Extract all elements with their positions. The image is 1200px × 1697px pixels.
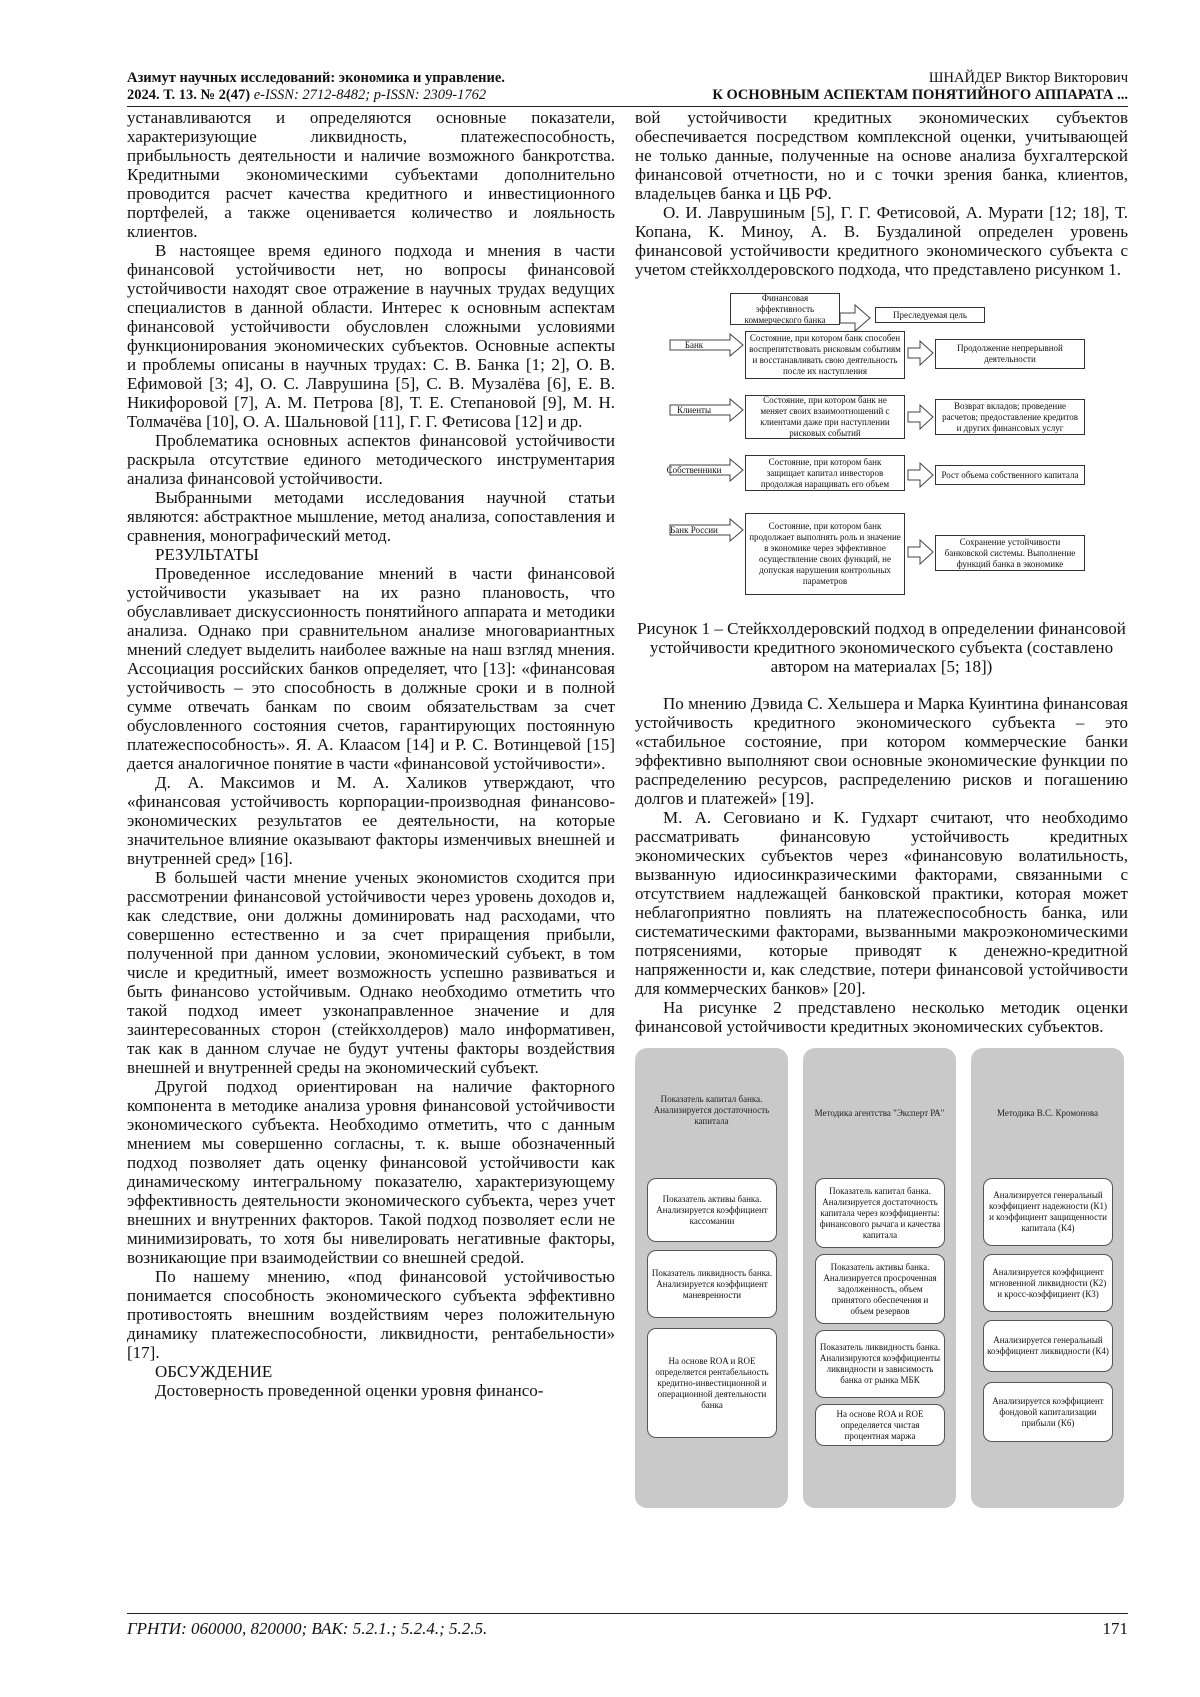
result-box: Возврат вкладов; проведение расчетов; предоставление кредитов и других финансовых услуг	[935, 399, 1085, 435]
figure-1-stakeholder-diagram	[665, 285, 1135, 605]
paragraph: Выбранными методами исследования научной статьи являются: абстрактное мышление, метод анализа, сопоставления и сравнения, монографический метод.	[127, 488, 615, 545]
method-card: Показатель активы банка. Анализируется коэффициент кассомании	[647, 1178, 777, 1242]
section-heading-results: РЕЗУЛЬТАТЫ	[155, 545, 259, 564]
section-heading-discussion: ОБСУЖДЕНИЕ	[155, 1362, 273, 1381]
paragraph: устанавливаются и определяются основные показатели, характеризующие ликвидность, платежеспособность, прибыльность деятельности и наличие возможного банкротства. Кредитными экономическими субъектами дополнительно проводится расчет качества кредитного и инвестиционного портфелей, а также оценивается количество и лояльность клиентов.	[127, 108, 615, 241]
method-title: Методика агентства "Эксперт РА"	[814, 1108, 945, 1118]
paragraph: В настоящее время единого подхода и мнения в части финансовой устойчивости нет, но вопросы финансовой устойчивости находят свое отражение в научных трудах ведущих специалистов в данной области. Интерес к основным аспектам финансовой устойчивости обусловлен сложными условиями функционирования экономических субъектов. Основные аспекты и проблемы описаны в научных трудах: С. В. Банка [1; 2], О. В. Ефимовой [3; 4], О. С. Лаврушина [5], С. В. Музалёва [6], Е. В. Никифоровой [7], А. М. Петрова [8], Т. Е. Степановой [9], М. Н. Толмачёва [10], О. А. Шальновой [11], Г. Г. Фетисова [12] и др.	[127, 241, 615, 431]
paragraph: Проведенное исследование мнений в части финансовой устойчивости указывает на их разно плановость, что обуславливает дискуссионность понятийного аппарата и методики анализа. Однако при сравнительном анализе многовариантных мнений следует выделить наиболее важные на наш взгляд мнения. Ассоциация российских банков определяет, что [13]: «финансовая устойчивость – это способность в должные сроки и в полной сумме отвечать банкам по своим обязательствам за счет обусловленного состояния счетов, гарантирующих постоянную платежеспособность». Я. А. Клаасом [14] и Р. С. Вотинцевой [15] дается аналогичное понятие в части «финансовой устойчивости».	[127, 564, 615, 773]
state-box: Состояние, при котором банк не меняет своих взаимоотношений с клиентами даже при наступлении рисковых событий	[745, 395, 905, 439]
paragraph: Достоверность проведенной оценки уровня финансо-	[155, 1381, 544, 1400]
paragraph: По мнению Дэвида С. Хельшера и Марка Куинтина финансовая устойчивость кредитного экономического субъекта – это «стабильное состояние, при котором коммерческие банки эффективно выполняют свои основные экономические функции по распределению ресурсов, распределению рисков и погашению долгов и платежей» [19].	[635, 694, 1128, 808]
method-card: Анализируется коэффициент фондовой капитализации прибыли (К6)	[983, 1382, 1113, 1442]
state-box: Состояние, при котором банк способен воспрепятствовать рисковым событиям и восстанавливать свою деятельность после их наступления	[745, 331, 905, 379]
right-column	[635, 108, 1128, 1608]
journal-name: Азимут научных исследований: экономика и управление.	[127, 70, 505, 86]
author-name: ШНАЙДЕР Виктор Викторович	[928, 70, 1128, 86]
figure-2-methods-diagram	[635, 1048, 1125, 1508]
method-title: Показатель капитал банка. Анализируется достаточность капитала	[653, 1094, 770, 1126]
article-header	[608, 70, 1128, 104]
paragraph: О. И. Лаврушиным [5], Г. Г. Фетисовой, А. Мурати [12; 18], Т. Копана, К. Миноу, А. В. Буздалиной определен уровень финансовой устойчивости кредитного экономического субъекта с учетом стейкхолдеровского подхода, что представлено рисунком 1.	[635, 203, 1128, 279]
method-card: Показатель капитал банка. Анализируется достаточность капитала через коэффициенты: финансового рычага и качества капитала	[815, 1178, 945, 1248]
stakeholder-label: Банк	[684, 339, 704, 350]
paragraph: По нашему мнению, «под финансовой устойчивостью понимается способность экономического субъекта эффективно противостоять внешним воздействиям через положительную динамику платежеспособности, ликвидности, рентабельности» [17].	[127, 1267, 615, 1362]
method-card: На основе ROA и ROE определяется чистая процентная маржа	[815, 1404, 945, 1446]
stakeholder-label: Собственники	[666, 464, 722, 475]
result-box: Сохранение устойчивости банковской системы. Выполнение функций банка в экономике	[935, 535, 1085, 571]
page-footer	[127, 1619, 1128, 1639]
footer-divider	[127, 1613, 1128, 1614]
journal-header	[127, 70, 647, 104]
figure-1-top-box: Финансовая эффективность коммерческого банка	[730, 293, 840, 325]
result-box: Рост объема собственного капитала	[935, 465, 1085, 485]
method-card: Показатель ликвидность банка. Анализируются коэффициенты ликвидности и зависимость банка от рынка МБК	[815, 1330, 945, 1398]
paragraph: М. А. Сеговиано и К. Гудхарт считают, что необходимо рассматривать финансовую устойчивость кредитных экономических субъектов через «финансовую волатильность, вызванную идиосинкразическими факторами, связанными с отсутствием надлежащей банковской практики, которая может неблагоприятно повлиять на платежеспособность банка, или систематическими факторами, вызванными макроэкономическими потрясениями, которые приводят к денежно-кредитной напряженности и, как следствие, потери финансовой устойчивости для коммерческих банков» [20].	[635, 808, 1128, 998]
header-divider	[127, 106, 1128, 107]
page-number: 171	[1102, 1619, 1128, 1638]
method-card: Показатель активы банка. Анализируется просроченная задолженность, объем принятого обеспечения и объем резервов	[815, 1254, 945, 1324]
journal-issue: 2024. Т. 13. № 2(47)	[127, 87, 251, 103]
paragraph: вой устойчивости кредитных экономических субъектов обеспечивается посредством комплексной оценки, учитывающей не только данные, полученные на основе анализа бухгалтерской финансовой отчетности, но и с точки зрения банка, клиентов, владельцев банка и ЦБ РФ.	[635, 108, 1128, 203]
method-card: Анализируется генеральный коэффициент надежности (К1) и коэффициент защищенности капитала (К4)	[983, 1178, 1113, 1246]
classification-codes: ГРНТИ: 060000, 820000; ВАК: 5.2.1.; 5.2.4.; 5.2.5.	[127, 1619, 488, 1638]
method-card: Анализируется коэффициент мгновенной ликвидности (К2) и кросс-коэффициент (К3)	[983, 1254, 1113, 1312]
method-card: На основе ROA и ROE определяется рентабельность кредитно-инвестиционной и операционной деятельности банка	[647, 1328, 777, 1438]
stakeholder-label: Банк России	[670, 524, 718, 535]
paragraph: Другой подход ориентирован на наличие факторного компонента в методике анализа уровня финансовой устойчивости экономического субъекта. Необходимо отметить, что с данным мнением мы совершенно согласны, т. к. выше обозначенный подход позволяет дать оценку финансовой устойчивости как динамическому интегральному показателю, характеризующему эффективность деятельности экономического субъекта, через учет внешних и внутренних факторов. Такой подход позволяет если не минимизировать, то хотя бы нивелировать негативные факторы, возникающие при взаимодействии со внешней средой.	[127, 1077, 615, 1267]
method-card: Анализируется генеральный коэффициент ликвидности (К4)	[983, 1320, 1113, 1372]
left-column	[127, 108, 615, 1608]
paragraph: В большей части мнение ученых экономистов сходится при рассмотрении финансовой устойчивости через уровень доходов и, как следствие, они должны доминировать над расходами, что совершенно естественно и за счет приращения прибыли, полученной при данном условии, экономический субъект, в том числе и кредитный, имеет возможность успешно развиваться и быть финансово устойчивым. Однако необходимо отметить что такой подход имеет узконаправленное значение и для заинтересованных сторон (стейкхолдеров) мало информативен, так как в данном случае не будут учтены факторы воздействия внешней и внутренней среды на экономический субъект.	[127, 868, 615, 1077]
paragraph: Проблематика основных аспектов финансовой устойчивости раскрыла отсутствие единого методического инструментария анализа финансовой устойчивости.	[127, 431, 615, 488]
figure-1-caption: Рисунок 1 – Стейкхолдеровский подход в определении финансовой устойчивости кредитного экономического субъекта (составлено автором на материалах [5; 18])	[637, 619, 1126, 676]
journal-issn: e-ISSN: 2712-8482; p-ISSN: 2309-1762	[250, 87, 487, 103]
paragraph: Д. А. Максимов и М. А. Халиков утверждают, что «финансовая устойчивость корпорации-производная финансово-экономических результатов ее деятельности, на которые значительное влияние оказывают факторы изменчивых внешней и внутренней сред» [16].	[127, 773, 615, 868]
paragraph: На рисунке 2 представлено несколько методик оценки финансовой устойчивости кредитных экономических субъектов.	[635, 998, 1128, 1036]
result-box: Продолжение непрерывной деятельности	[935, 339, 1085, 369]
state-box: Состояние, при котором банк продолжает выполнять роль и значение в экономике через эффективное осуществление своих функций, не допуская нарушения контрольных параметров	[745, 513, 905, 595]
stakeholder-label: Клиенты	[676, 404, 712, 415]
state-box: Состояние, при котором банк защищает капитал инвесторов продолжая наращивать его объем	[745, 455, 905, 491]
figure-1-goal-label: Преследуемая цель	[875, 307, 985, 323]
method-card: Показатель ликвидность банка. Анализируется коэффициент маневренности	[647, 1250, 777, 1318]
method-title: Методика В.С. Кромонова	[996, 1108, 1099, 1118]
article-title: К ОСНОВНЫМ АСПЕКТАМ ПОНЯТИЙНОГО АППАРАТА ...	[712, 87, 1128, 103]
